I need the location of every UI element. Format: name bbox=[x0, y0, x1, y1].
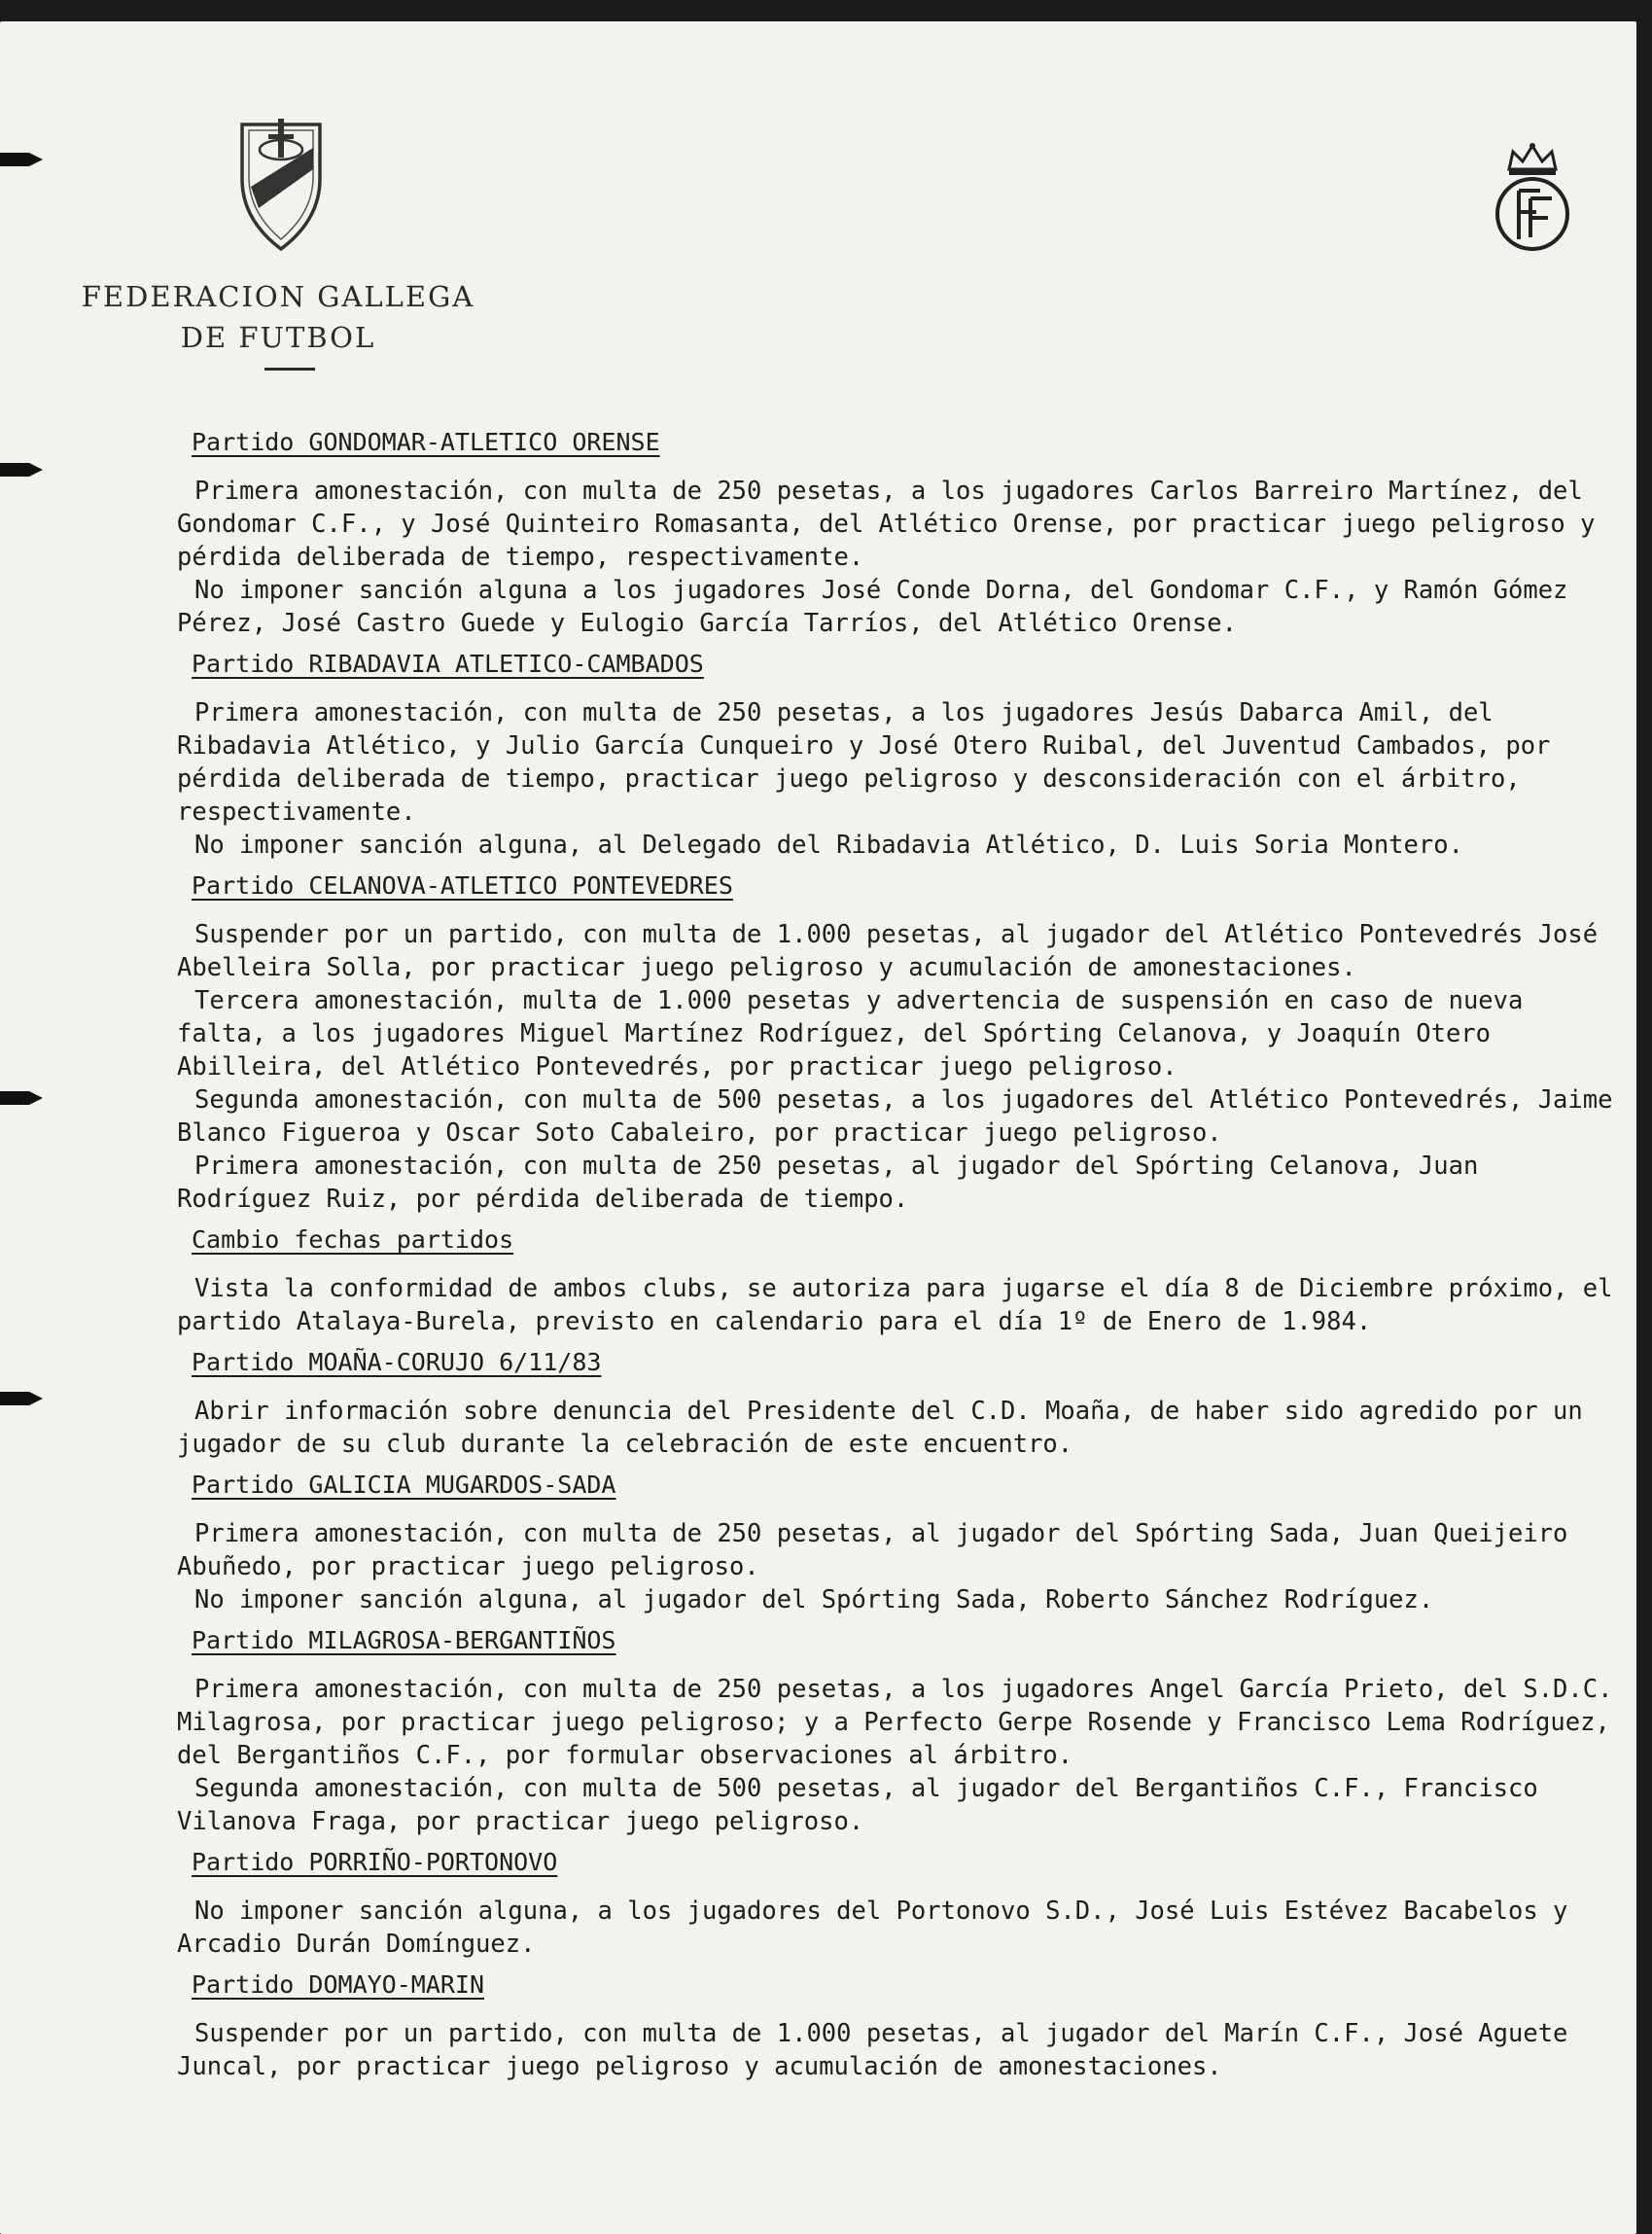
section-paragraph: No imponer sanción alguna, al jugador del Spórting Sada, Roberto Sánchez Rodríguez. bbox=[194, 1585, 1434, 1614]
punch-hole-marker bbox=[0, 149, 47, 170]
section-paragraph: Suspender por un partido, con multa de 1.000 pesetas, al jugador del Atlético Pontevedrés José Abelleira Solla, por practicar juego peligroso y acumulación de amonestaciones. bbox=[177, 920, 1599, 982]
federation-name-line2: DE FUTBOL bbox=[180, 321, 376, 354]
shield-crest-icon bbox=[237, 119, 325, 255]
section-paragraph: Suspender por un partido, con multa de 1.000 pesetas, al jugador del Marín C.F., José Aguete Juncal, por practicar juego peligroso y acumulación de amonestaciones. bbox=[177, 2019, 1568, 2081]
section-heading: Partido RIBADAVIA ATLETICO-CAMBADOS bbox=[192, 650, 704, 678]
section-paragraph: Abrir información sobre denuncia del Presidente del C.D. Moaña, de haber sido agredido por un jugador de su club durante la celebración de este encuentro. bbox=[177, 1397, 1583, 1459]
section-paragraph: No imponer sanción alguna a los jugadores José Conde Dorna, del Gondomar C.F., y Ramón Gómez Pérez, José Castro Guede y Eulogio García Tarríos, del Atlético Orense. bbox=[177, 576, 1568, 638]
section-paragraph: No imponer sanción alguna, a los jugadores del Portonovo S.D., José Luis Estévez Bacabelos y Arcadio Durán Domínguez. bbox=[177, 1897, 1568, 1959]
section-paragraph: Tercera amonestación, multa de 1.000 pesetas y advertencia de suspensión en caso de nueva falta, a los jugadores Miguel Martínez Rodríguez, del Spórting Celanova, y Joaquín Otero Abilleira, del Atlético Pontevedrés, por practicar juego peligroso. bbox=[177, 986, 1524, 1082]
federation-name bbox=[74, 276, 482, 358]
section-heading: Partido CELANOVA-ATLETICO PONTEVEDRES bbox=[192, 871, 733, 900]
section-paragraph: Primera amonestación, con multa de 250 pesetas, a los jugadores Carlos Barreiro Martínez, del Gondomar C.F., y José Quinteiro Romasanta, del Atlético Orense, por practicar juego peligroso y pérdida deliberada de tiempo, respectivamente. bbox=[177, 477, 1596, 572]
match-section bbox=[177, 1346, 1616, 1461]
match-section bbox=[177, 1624, 1616, 1838]
match-section bbox=[177, 1968, 1616, 2083]
section-paragraph: Primera amonestación, con multa de 250 pesetas, a los jugadores Jesús Dabarca Amil, del Ribadavia Atlético, y Julio García Cunqueiro y José Otero Ruibal, del Juventud Cambados, por pérdida deliberada de tiempo, practicar juego peligroso y desconsideración con el árbitro, respectivamente. bbox=[177, 698, 1551, 827]
federation-name-line1: FEDERACION GALLEGA bbox=[81, 280, 475, 313]
section-heading: Cambio fechas partidos bbox=[192, 1225, 514, 1254]
match-section bbox=[177, 426, 1616, 640]
document-body bbox=[177, 426, 1616, 2091]
match-section bbox=[177, 869, 1616, 1216]
match-section bbox=[177, 648, 1616, 862]
letterhead-divider bbox=[264, 368, 315, 371]
section-paragraph: Segunda amonestación, con multa de 500 pesetas, al jugador del Bergantiños C.F., Francisco Vilanova Fraga, por practicar juego peligroso. bbox=[177, 1774, 1538, 1836]
punch-hole-marker bbox=[0, 1087, 47, 1109]
section-paragraph: Primera amonestación, con multa de 250 pesetas, al jugador del Spórting Celanova, Juan Rodríguez Ruiz, por pérdida deliberada de tiempo. bbox=[177, 1152, 1479, 1214]
section-heading: Partido MILAGROSA-BERGANTIÑOS bbox=[192, 1626, 616, 1654]
match-section bbox=[177, 1846, 1616, 1961]
punch-hole-marker bbox=[0, 1388, 47, 1409]
section-paragraph: Segunda amonestación, con multa de 500 pesetas, a los jugadores del Atlético Pontevedrés, Jaime Blanco Figueroa y Oscar Soto Cabaleiro, por practicar juego peligroso. bbox=[177, 1085, 1613, 1148]
section-heading: Partido GONDOMAR-ATLETICO ORENSE bbox=[192, 428, 660, 456]
document-page bbox=[0, 21, 1636, 2234]
section-heading: Partido MOAÑA-CORUJO 6/11/83 bbox=[192, 1348, 602, 1376]
section-paragraph: Vista la conformidad de ambos clubs, se autoriza para jugarse el día 8 de Diciembre próximo, el partido Atalaya-Burela, previsto en calendario para el día 1º de Enero de 1.984. bbox=[177, 1274, 1613, 1336]
section-paragraph: No imponer sanción alguna, al Delegado del Ribadavia Atlético, D. Luis Soria Montero. bbox=[194, 831, 1463, 860]
match-section bbox=[177, 1469, 1616, 1616]
punch-hole-marker bbox=[0, 459, 47, 480]
section-heading: Partido DOMAYO-MARIN bbox=[192, 1970, 485, 1999]
section-paragraph: Primera amonestación, con multa de 250 pesetas, a los jugadores Angel García Prieto, del S.D.C. Milagrosa, por practicar juego peligroso; y a Perfecto Gerpe Rosende y Francisco Lema Rodríguez, del Bergantiños C.F., por formular observaciones al árbitro. bbox=[177, 1675, 1613, 1770]
section-paragraph: Primera amonestación, con multa de 250 pesetas, al jugador del Spórting Sada, Juan Queijeiro Abuñedo, por practicar juego peligroso. bbox=[177, 1519, 1568, 1581]
section-heading: Partido PORRIÑO-PORTONOVO bbox=[192, 1848, 558, 1876]
section-heading: Partido GALICIA MUGARDOS-SADA bbox=[192, 1471, 616, 1499]
crowned-federation-emblem-icon bbox=[1492, 140, 1573, 257]
schedule-change-section bbox=[177, 1223, 1616, 1338]
